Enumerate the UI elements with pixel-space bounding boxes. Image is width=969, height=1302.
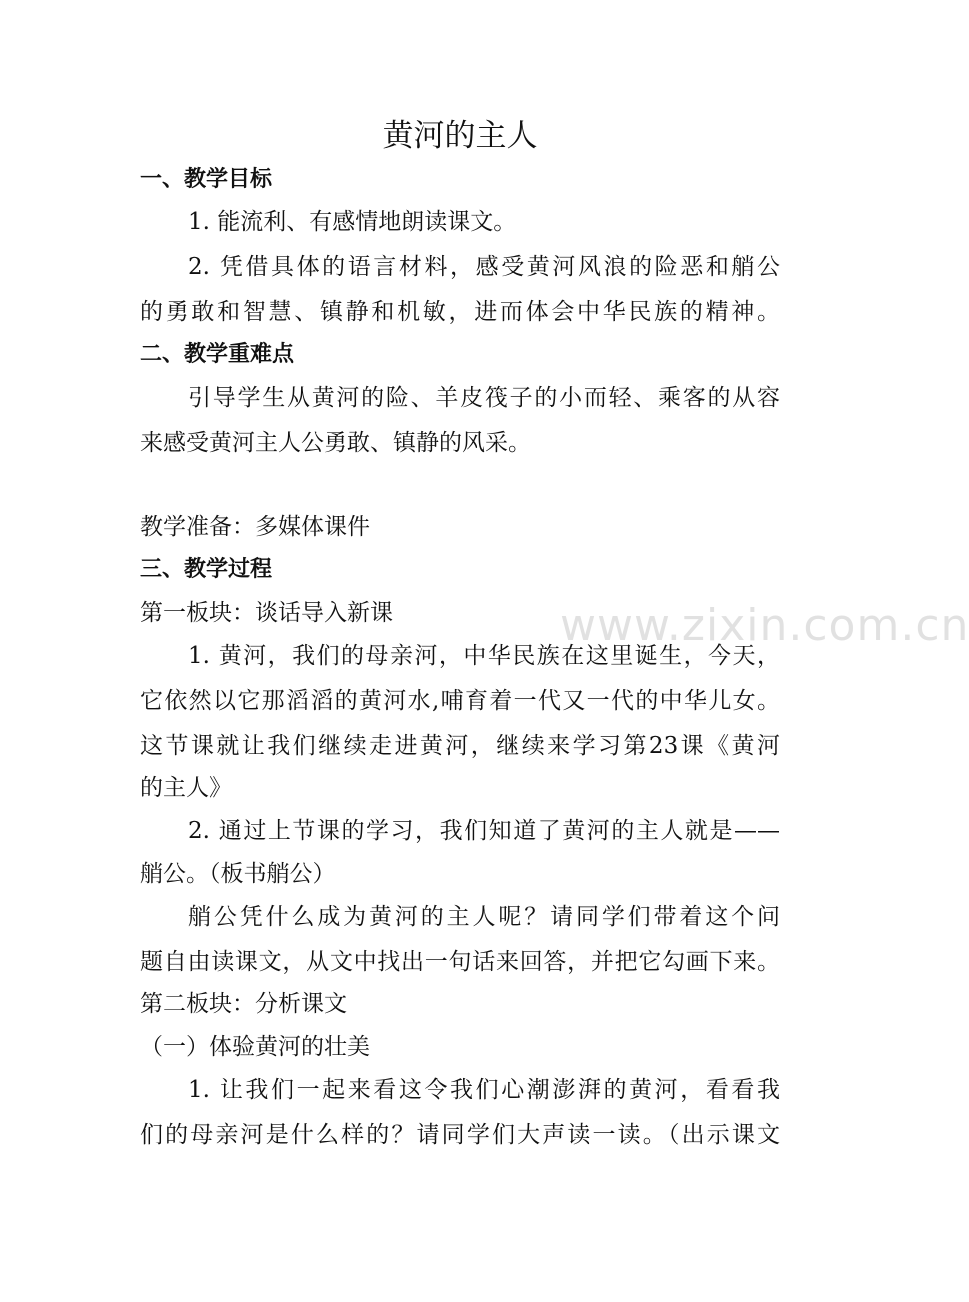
- document-title: 黄河的主人: [382, 118, 538, 154]
- paragraph-1-line-3: 这节课就让我们继续走进黄河，继续来学习第23课《黄河: [140, 733, 780, 759]
- goal-1: 1. 能流利、有感情地朗读课文。: [188, 209, 517, 235]
- section-heading-key-points: 二、教学重难点: [140, 342, 295, 367]
- teaching-prep: 教学准备：多媒体课件: [140, 514, 370, 540]
- paragraph-1-line-4: 的主人》: [140, 775, 232, 801]
- paragraph-3-line-2: 题自由读课文，从文中找出一句话来回答，并把它勾画下来。: [140, 949, 780, 975]
- goal-2-line-2: 的勇敢和智慧、镇静和机敏，进而体会中华民族的精神。: [140, 299, 780, 325]
- key-points-line-2: 来感受黄河主人公勇敢、镇静的风采。: [140, 430, 531, 456]
- paragraph-2-line-1: 2. 通过上节课的学习，我们知道了黄河的主人就是——: [188, 818, 780, 844]
- paragraph-2-line-2: 艄公。（板书艄公）: [140, 861, 336, 887]
- paragraph-4-line-1: 1. 让我们一起来看这令我们心潮澎湃的黄河，看看我: [188, 1077, 780, 1103]
- block-1-heading: 第一板块：谈话导入新课: [140, 600, 393, 626]
- block-2-heading: 第二板块：分析课文: [140, 991, 347, 1017]
- section-heading-goals: 一、教学目标: [140, 167, 273, 192]
- key-points-line-1: 引导学生从黄河的险、羊皮筏子的小而轻、乘客的从容: [188, 385, 780, 411]
- goal-2-line-1: 2. 凭借具体的语言材料，感受黄河风浪的险恶和艄公: [188, 254, 780, 280]
- paragraph-1-line-1: 1. 黄河，我们的母亲河，中华民族在这里诞生，今天，: [188, 643, 780, 669]
- paragraph-3-line-1: 艄公凭什么成为黄河的主人呢？请同学们带着这个问: [188, 904, 780, 930]
- watermark: www.zixin.com.cn: [560, 600, 969, 651]
- section-heading-process: 三、教学过程: [140, 557, 273, 582]
- paragraph-4-line-2: 们的母亲河是什么样的？请同学们大声读一读。（出示课文: [140, 1122, 780, 1148]
- subsection-heading-1: （一）体验黄河的壮美: [140, 1034, 370, 1060]
- paragraph-1-line-2: 它依然以它那滔滔的黄河水,哺育着一代又一代的中华儿女。: [140, 688, 780, 714]
